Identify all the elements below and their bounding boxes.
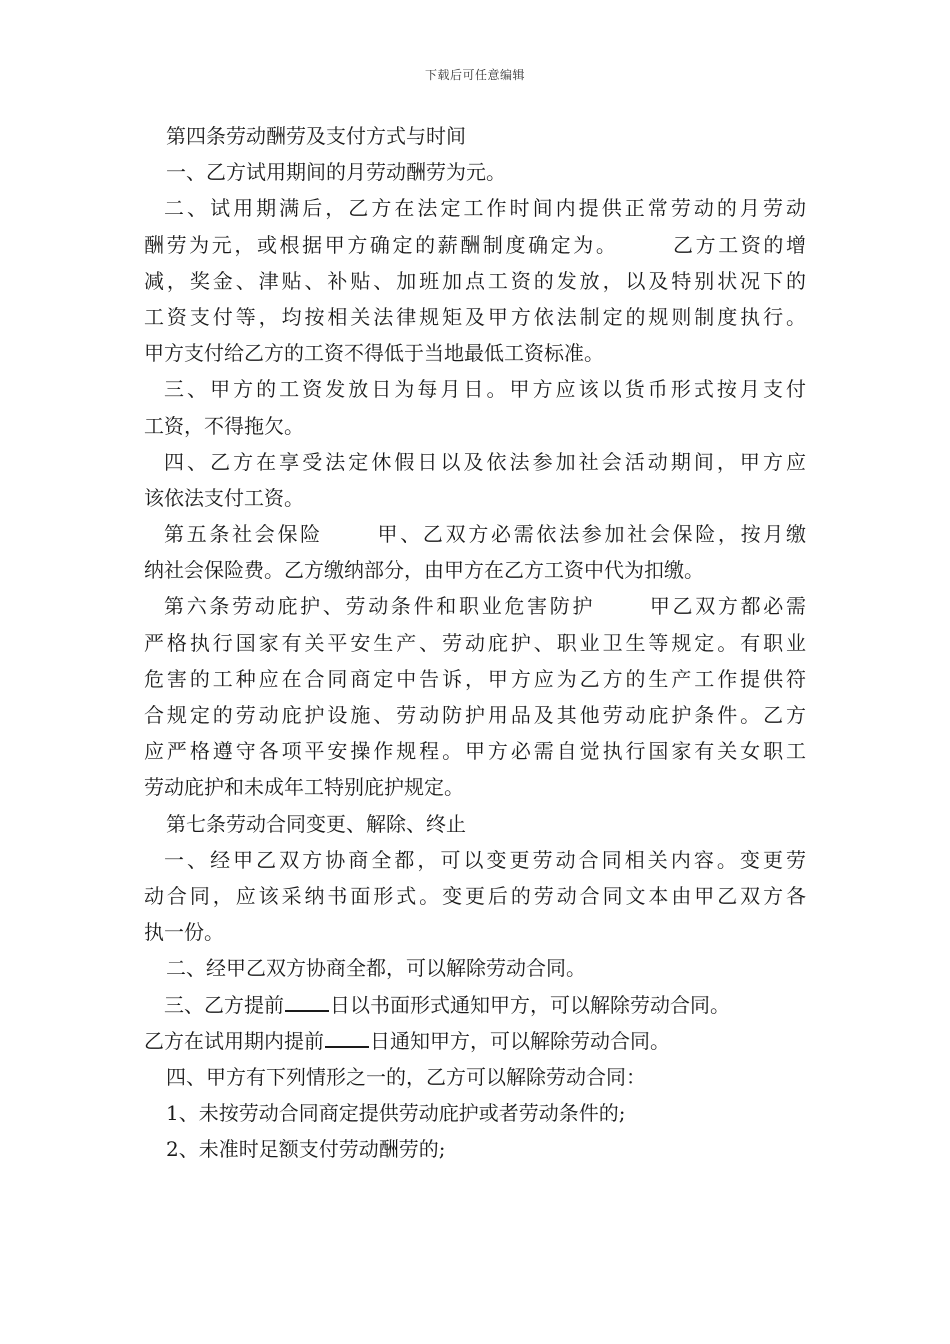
- document-body: [144, 118, 806, 1167]
- article-7-clause-3-line-1b: 日以书面形式通知甲方，可以解除劳动合同。: [330, 992, 730, 1017]
- article-7-clause-3-line-1: [144, 987, 806, 1023]
- article-4-clause-1: 一、乙方试用期间的月劳动酬劳为元。: [166, 160, 506, 185]
- article-7-clause-3-line-2: [144, 1023, 806, 1059]
- article-4-clause-2-line-3: 减，奖金、津贴、补贴、加班加点工资的发放，以及特别状况下的: [144, 268, 806, 293]
- page-header-note: 下载后可任意编辑: [424, 68, 525, 82]
- article-7-clause-3-line-1a: 三、乙方提前: [164, 992, 284, 1017]
- article-4-clause-2-line-2b: 乙方工资的增: [670, 232, 806, 257]
- article-6-line-4: 合规定的劳动庇护设施、劳动防护用品及其他劳动庇护条件。乙方: [144, 703, 806, 727]
- article-6-line-3: 危害的工种应在合同商定中告诉，甲方应为乙方的生产工作提供符: [144, 666, 806, 691]
- article-7-clause-4-item-2: 2、未准时足额支付劳动酬劳的;: [166, 1137, 446, 1162]
- article-4-clause-3-line-2: 工资，不得拖欠。: [144, 413, 304, 438]
- article-7-title: 第七条劳动合同变更、解除、终止: [166, 811, 466, 836]
- fill-in-blank: [325, 1028, 369, 1048]
- article-6-line-6: 劳动庇护和未成年工特别庇护规定。: [144, 775, 464, 800]
- article-5-text-1: 甲、乙双方必需依法参加社会保险，按月缴: [374, 522, 806, 547]
- article-4-clause-3-line-1: 三、甲方的工资发放日为每月日。甲方应该以货币形式按月支付: [164, 377, 806, 402]
- article-4-clause-4-line-2: 该依法支付工资。: [144, 485, 304, 510]
- article-4-clause-2-line-2a: 酬劳为元，或根据甲方确定的薪酬制度确定为。: [144, 232, 619, 257]
- article-4-clause-2-line-4: 工资支付等，均按相关法律规矩及甲方依法制定的规则制度执行。: [144, 304, 806, 329]
- article-6-line-2: 严格执行国家有关平安生产、劳动庇护、职业卫生等规定。有职业: [144, 630, 806, 655]
- article-7-clause-1-line-1: 一、经甲乙双方协商全都，可以变更劳动合同相关内容。变更劳: [164, 847, 806, 872]
- fill-in-blank: [285, 992, 329, 1012]
- article-6-line-1: [144, 588, 806, 624]
- article-7-clause-1-line-3: 执一份。: [144, 920, 224, 945]
- article-7-clause-1-line-2: 动合同，应该采纳书面形式。变更后的劳动合同文本由甲乙双方各: [144, 883, 806, 908]
- article-5-line-1: [144, 516, 806, 552]
- article-7-clause-3-line-2a: 乙方在试用期内提前: [144, 1028, 324, 1053]
- article-6-line-5: 应严格遵守各项平安操作规程。甲方必需自觉执行国家有关女职工: [144, 739, 806, 764]
- article-4-clause-4-line-1: 四、乙方在享受法定休假日以及依法参加社会活动期间，甲方应: [164, 449, 806, 474]
- article-6-title: 第六条劳动庇护、劳动条件和职业危害防护: [164, 594, 596, 619]
- article-7-clause-3-line-2b: 日通知甲方，可以解除劳动合同。: [370, 1028, 670, 1053]
- article-6-text-1: 甲乙双方都必需: [647, 594, 806, 619]
- article-4-clause-2-line-1: 二、试用期满后，乙方在法定工作时间内提供正常劳动的月劳动: [164, 196, 806, 221]
- article-7-clause-2: 二、经甲乙双方协商全都，可以解除劳动合同。: [166, 956, 586, 981]
- article-4-clause-2-line-5: 甲方支付给乙方的工资不得低于当地最低工资标准。: [144, 341, 604, 366]
- article-5-title: 第五条社会保险: [164, 522, 323, 547]
- article-4-clause-2-line-2: [144, 227, 806, 263]
- article-7-clause-4: 四、甲方有下列情形之一的，乙方可以解除劳动合同：: [166, 1064, 646, 1089]
- article-5-line-2: 纳社会保险费。乙方缴纳部分，由甲方在乙方工资中代为扣缴。: [144, 558, 704, 583]
- article-7-clause-4-item-1: 1、未按劳动合同商定提供劳动庇护或者劳动条件的;: [166, 1101, 626, 1126]
- article-4-title: 第四条劳动酬劳及支付方式与时间: [166, 124, 466, 148]
